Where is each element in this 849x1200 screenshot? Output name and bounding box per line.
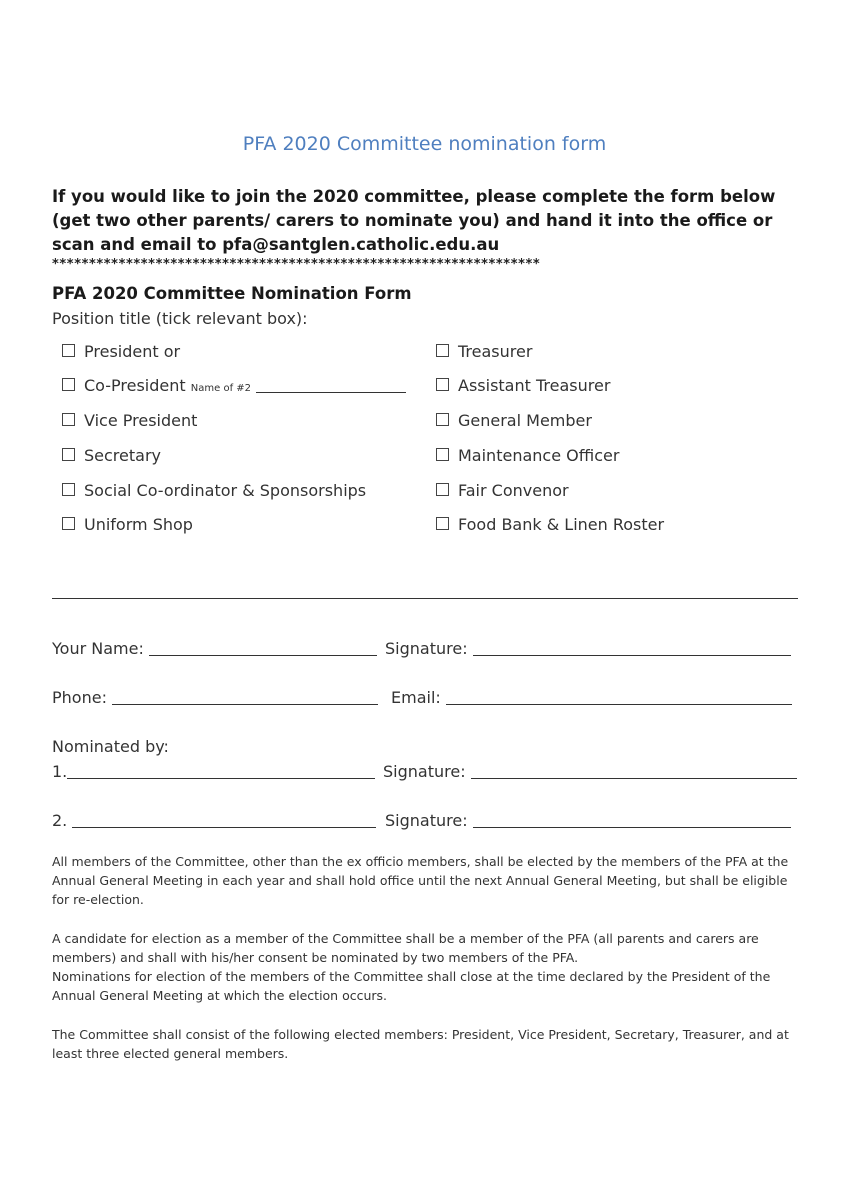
signature-label: Signature:: [385, 811, 468, 830]
nominator-2-line[interactable]: [72, 813, 376, 828]
phone-row: [52, 688, 378, 707]
email-label: Email:: [391, 688, 441, 707]
election-rules-paragraph: All members of the Committee, other than the ex officio members, shall be elected by the members of the PFA at the Annual General Meeting in each year and shall hold office until the next Annual General Meeting, but shall be eligible for re-election.: [52, 854, 789, 907]
nominator-2-signature-row: [385, 811, 791, 830]
nominator-2-label: 2.: [52, 811, 68, 830]
signature-label: Signature:: [385, 639, 468, 658]
nominator-1-signature-row: [383, 762, 797, 781]
nominator-2-signature-line[interactable]: [473, 813, 791, 828]
option-label: Social Co-ordinator & Sponsorships: [84, 481, 367, 500]
nominator-1-signature-line[interactable]: [471, 764, 797, 779]
option-president[interactable]: [62, 342, 180, 361]
option-label: President or: [84, 342, 181, 361]
form-heading: PFA 2020 Committee Nomination Form: [52, 284, 412, 303]
checkbox-icon[interactable]: [436, 344, 449, 357]
committee-composition-paragraph: The Committee shall consist of the following elected members: President, Vice President, Secretary, Treasurer, and at least three elected general members.: [52, 1027, 789, 1061]
checkbox-icon[interactable]: [62, 378, 75, 391]
option-uniform-shop[interactable]: [62, 515, 193, 534]
checkbox-icon[interactable]: [62, 483, 75, 496]
checkbox-icon[interactable]: [62, 517, 75, 530]
signature-line[interactable]: [473, 641, 791, 656]
nominator-2-row: [52, 811, 376, 830]
option-label: Treasurer: [458, 342, 533, 361]
nominator-1-line[interactable]: [67, 764, 375, 779]
nominator-1-row: [52, 762, 375, 781]
option-label: Assistant Treasurer: [458, 376, 611, 395]
checkbox-icon[interactable]: [436, 378, 449, 391]
option-label: Food Bank & Linen Roster: [458, 515, 665, 534]
email-line[interactable]: [446, 690, 792, 705]
option-label: Vice President: [84, 411, 198, 430]
option-fair-convenor[interactable]: [436, 481, 569, 500]
candidate-rules-paragraph: A candidate for election as a member of the Committee shall be a member of the PFA (all parents and carers are members) and shall with his/her consent be nominated by two members of the PFA.: [52, 931, 759, 965]
option-label: Co-President: [84, 376, 186, 395]
co-president-name-line[interactable]: [256, 378, 406, 393]
page-title: PFA 2020 Committee nomination form: [242, 133, 607, 155]
option-label: Fair Convenor: [458, 481, 569, 500]
option-label: Maintenance Officer: [458, 446, 620, 465]
signature-label: Signature:: [383, 762, 466, 781]
phone-line[interactable]: [112, 690, 378, 705]
option-food-bank[interactable]: [436, 515, 664, 534]
signature-row: [385, 639, 791, 658]
option-secretary[interactable]: [62, 446, 161, 465]
email-row: [391, 688, 792, 707]
your-name-row: [52, 639, 377, 658]
nominations-close-paragraph: Nominations for election of the members of the Committee shall close at the time declared by the President of the Annual General Meeting at which the election occurs.: [52, 969, 771, 1003]
intro-text: If you would like to join the 2020 committee, please complete the form below (get two other parents/ carers to nominate you) and hand it into the office or scan and email to pfa@santglen.catholic.edu.au: [52, 187, 776, 254]
option-treasurer[interactable]: [436, 342, 532, 361]
your-name-label: Your Name:: [52, 639, 144, 658]
option-label: General Member: [458, 411, 592, 430]
checkbox-icon[interactable]: [436, 517, 449, 530]
option-co-president[interactable]: [62, 376, 406, 395]
checkbox-icon[interactable]: [62, 344, 75, 357]
phone-label: Phone:: [52, 688, 107, 707]
your-name-line[interactable]: [149, 641, 377, 656]
option-general-member[interactable]: [436, 411, 592, 430]
checkbox-icon[interactable]: [62, 448, 75, 461]
nominated-by-label: Nominated by:: [52, 737, 169, 756]
separator-stars: ******************************************************************: [52, 257, 541, 272]
option-label: Uniform Shop: [84, 515, 193, 534]
option-assistant-treasurer[interactable]: [436, 376, 610, 395]
option-label: Secretary: [84, 446, 161, 465]
co-president-name-label: Name of #2: [190, 383, 252, 394]
section-divider: [52, 598, 798, 599]
option-social-coordinator[interactable]: [62, 481, 366, 500]
checkbox-icon[interactable]: [436, 483, 449, 496]
checkbox-icon[interactable]: [436, 448, 449, 461]
nominator-1-label: 1.: [52, 762, 68, 781]
option-vice-president[interactable]: [62, 411, 197, 430]
option-maintenance-officer[interactable]: [436, 446, 619, 465]
checkbox-icon[interactable]: [436, 413, 449, 426]
position-label: Position title (tick relevant box):: [52, 309, 308, 328]
checkbox-icon[interactable]: [62, 413, 75, 426]
